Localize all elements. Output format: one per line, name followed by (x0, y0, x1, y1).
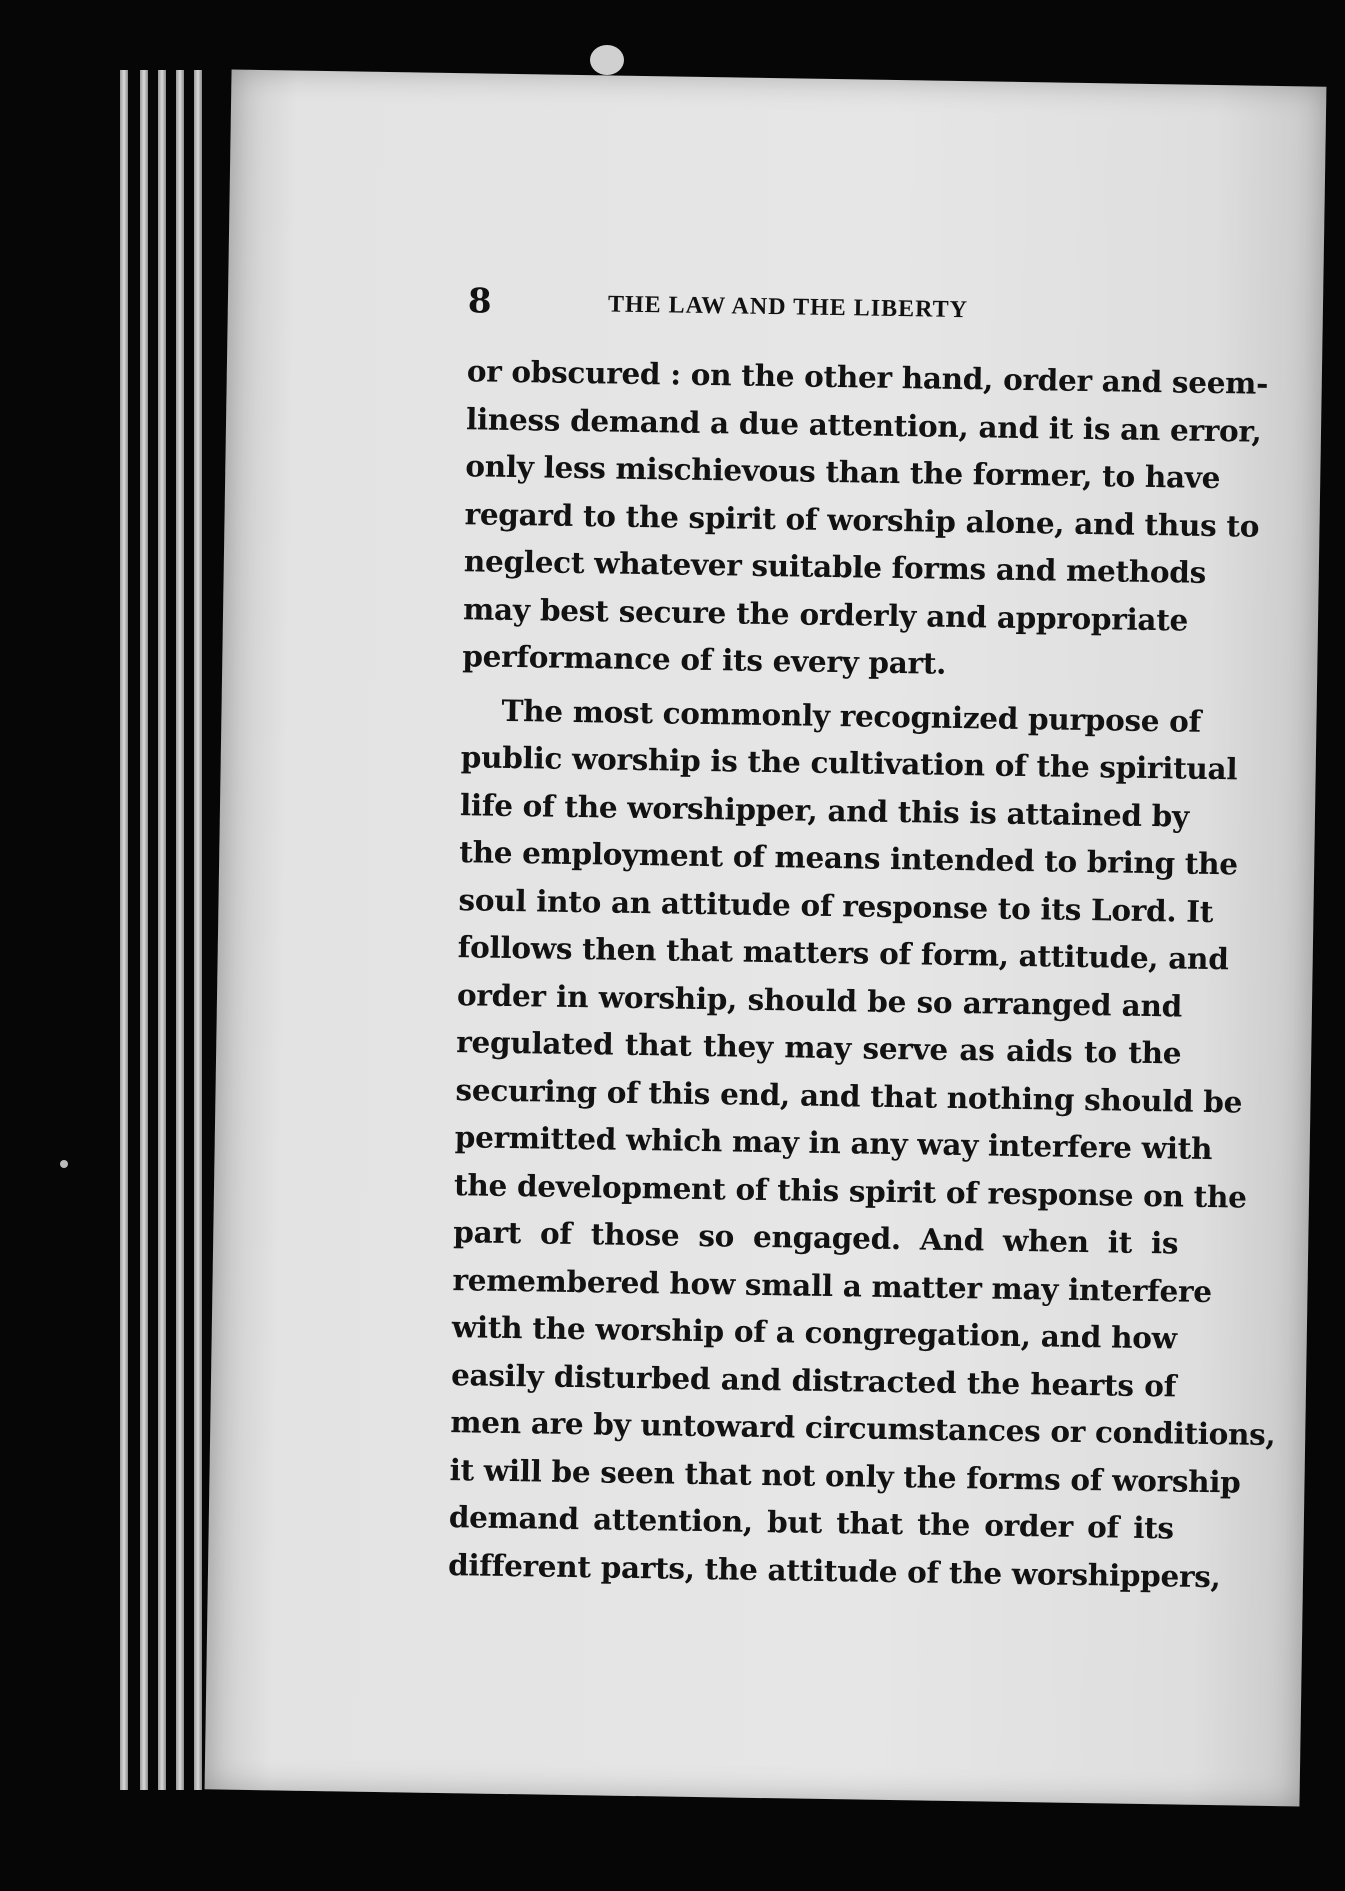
page-edge (176, 70, 184, 1790)
text-line: regulated that they may serve as aids to the (456, 1024, 1182, 1071)
text-line: may best secure the orderly and appropriate (462, 590, 1189, 638)
text-line: the development of this spirit of response on the (453, 1166, 1247, 1215)
page-edge (120, 70, 128, 1790)
running-head (468, 281, 1194, 338)
book-page (205, 70, 1327, 1807)
text-line: regard to the spirit of worship alone, and thus to (464, 495, 1260, 544)
text-line: soul into an attitude of response to its Lord. It (458, 881, 1214, 929)
text-line: The most commonly recognized purpose of (501, 692, 1202, 739)
text-line: only less mischievous than the former, to have (465, 448, 1221, 496)
paragraph-2 (447, 686, 1276, 1600)
text-line: neglect whatever suitable forms and methods (463, 543, 1207, 590)
text-line: order in worship, should be so arranged and (456, 976, 1183, 1024)
text-line: remembered how small a matter may interfere (452, 1261, 1213, 1309)
dust-speck (60, 1160, 68, 1168)
text-line: easily disturbed and distracted the hearts of (450, 1356, 1177, 1404)
page-content (447, 281, 1276, 1599)
text-line: securing of this end, and that nothing should be (455, 1071, 1243, 1120)
text-line: demand attention, but that the order of its (448, 1499, 1175, 1546)
text-line: men are by untoward circumstances or conditions, (450, 1404, 1276, 1453)
page-edge (158, 70, 166, 1790)
text-line: performance of its every part. (462, 638, 947, 681)
text-line: the employment of means intended to bring the (459, 834, 1239, 882)
text-line: different parts, the attitude of the worshippers, (447, 1546, 1221, 1594)
text-line: with the worship of a congregation, and how (451, 1309, 1178, 1356)
text-line: it will be seen that not only the forms of worship (449, 1451, 1241, 1500)
text-line: liness demand a due attention, and it is an error, (465, 400, 1262, 449)
text-line: permitted which may in any way interfere with (454, 1119, 1213, 1167)
page-edge (140, 70, 148, 1790)
text-line: part of those so engaged. And when it is (453, 1214, 1179, 1261)
page-number: 8 (467, 281, 492, 322)
page-edge (194, 70, 202, 1790)
text-line: or obscured : on the other hand, order and seem- (466, 353, 1269, 401)
text-line: life of the worshipper, and this is attained by (459, 786, 1190, 834)
paragraph-1 (462, 347, 1269, 691)
text-line: follows then that matters of form, attitude, and (457, 929, 1229, 977)
running-title: THE LAW AND THE LIBERTY (607, 291, 969, 324)
dust-speck (590, 45, 624, 75)
body-text (447, 347, 1276, 1599)
text-line: public worship is the cultivation of the spiritual (460, 739, 1238, 787)
